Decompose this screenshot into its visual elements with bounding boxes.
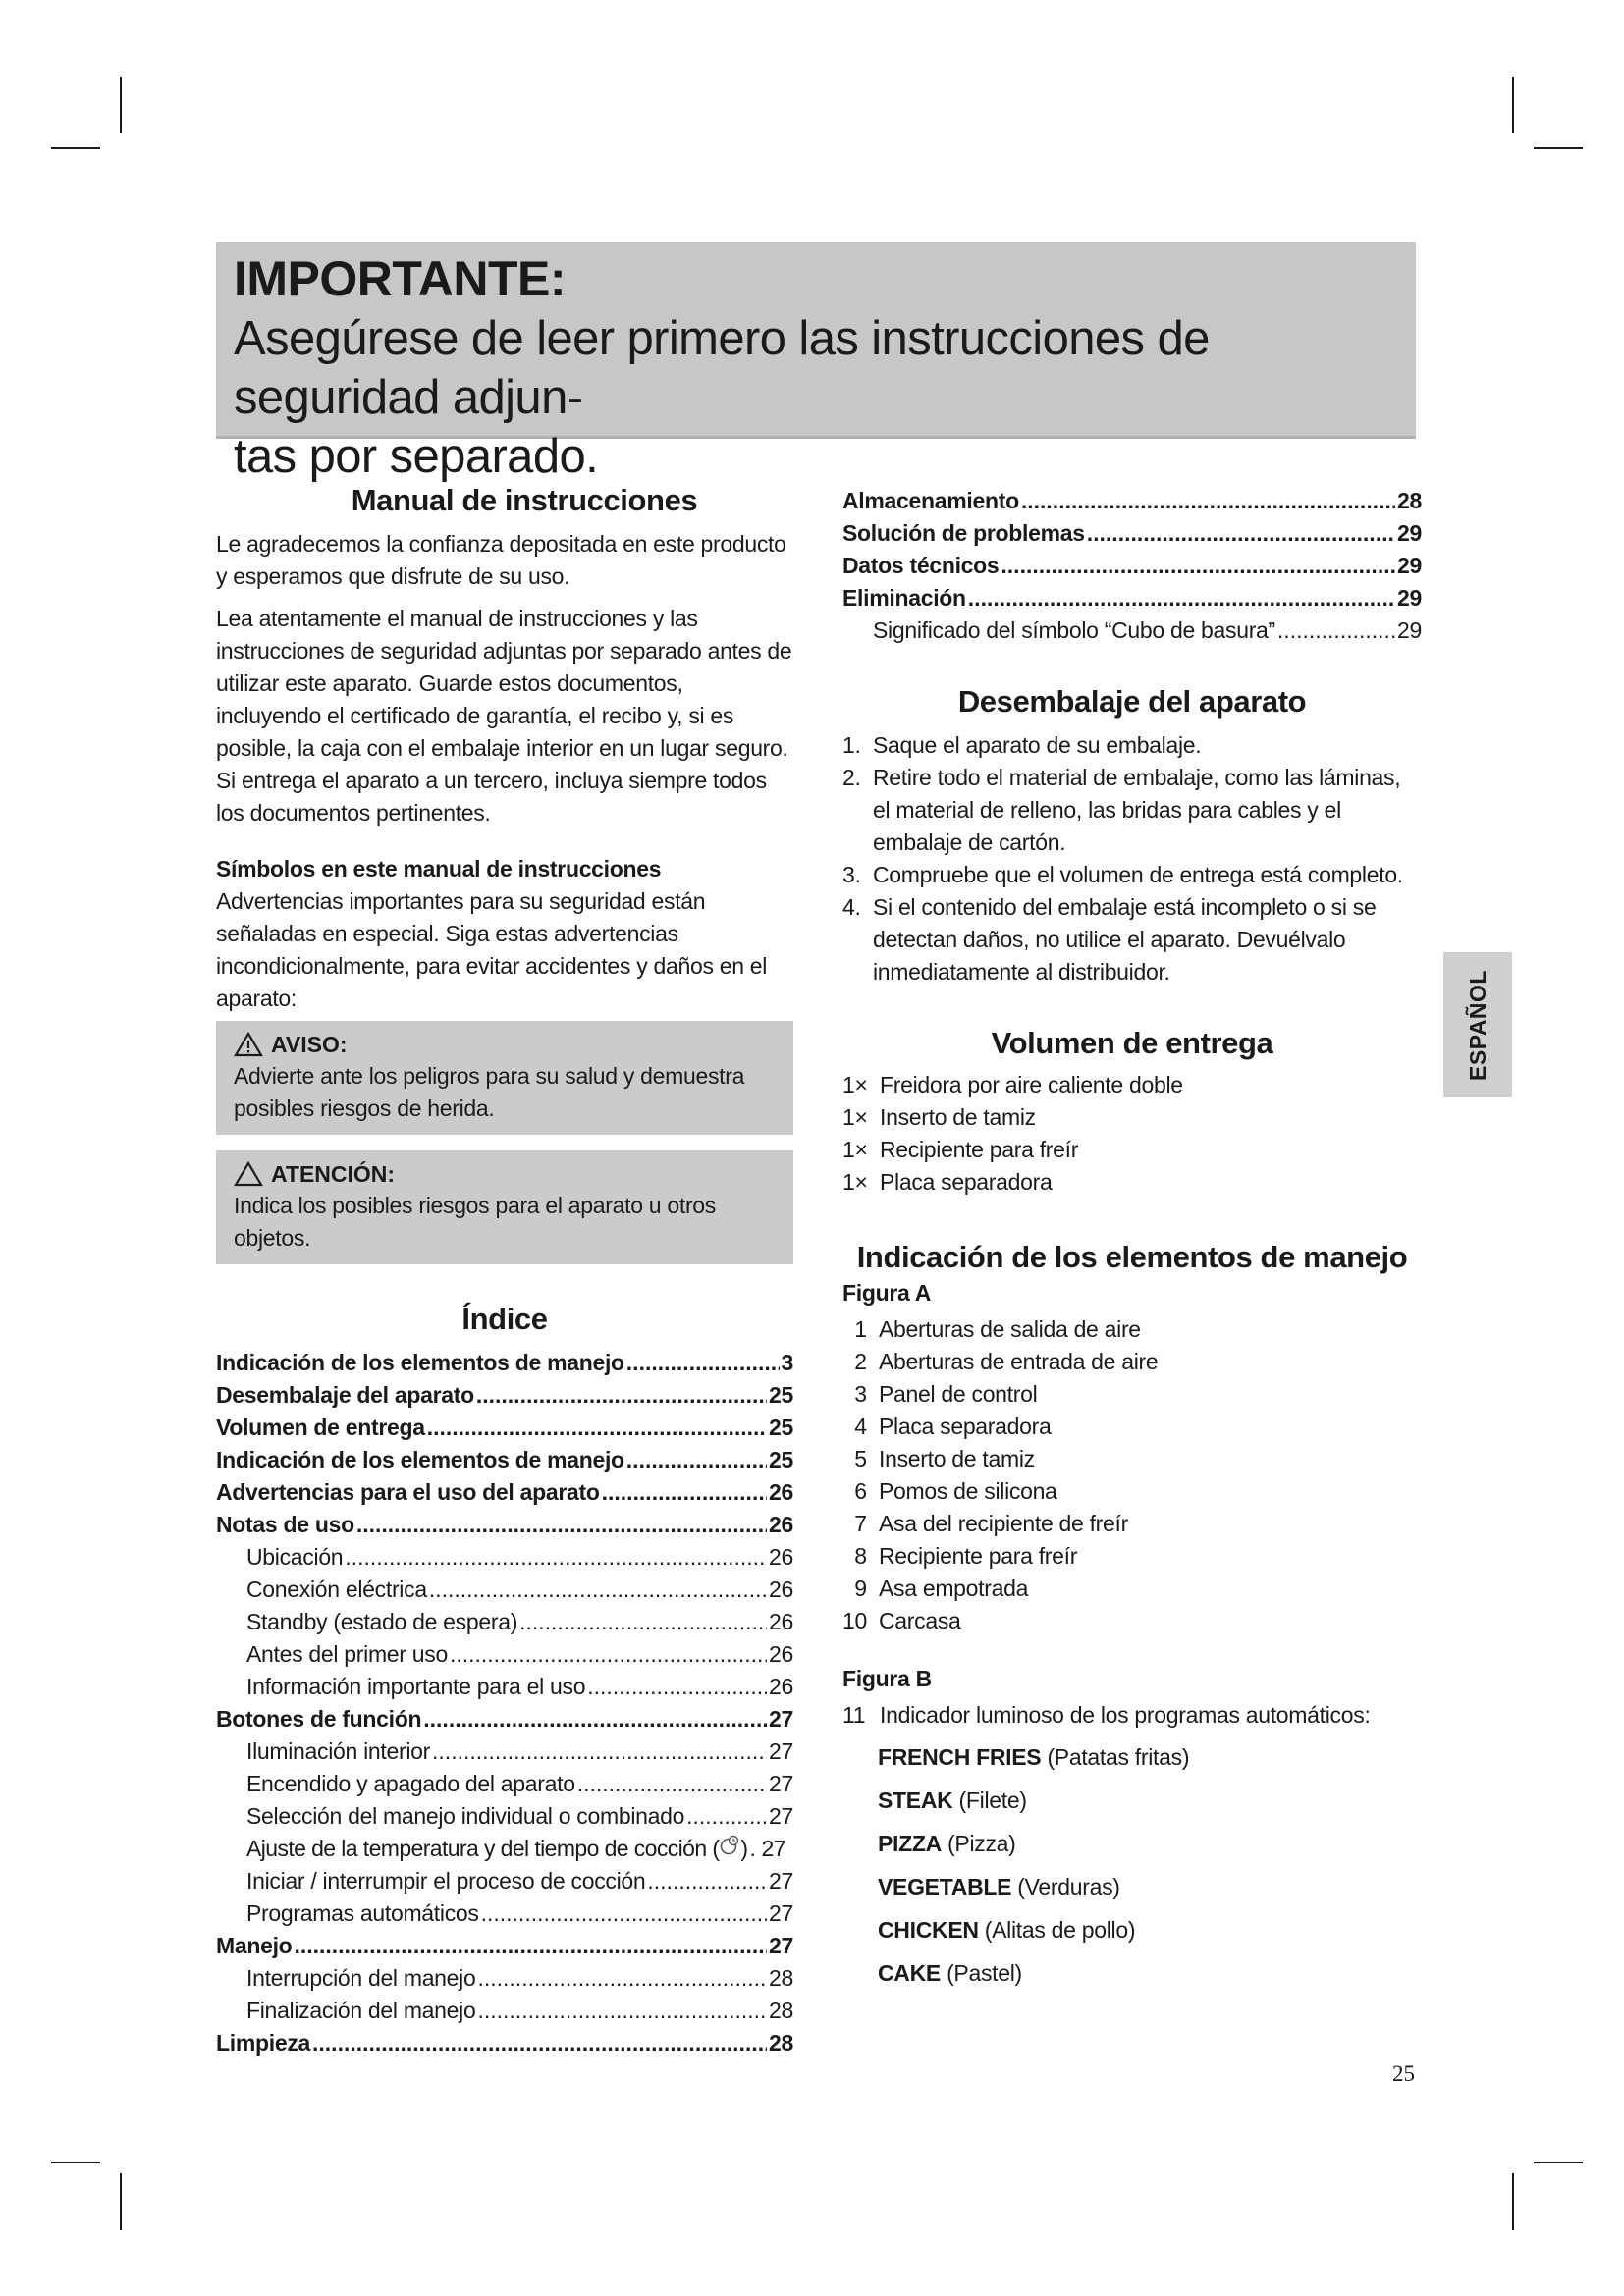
programs-list	[842, 1735, 1422, 1995]
toc-subentry[interactable]: Encendido y apagado del aparato ..... 27	[216, 1768, 793, 1800]
list-item: 10 Carcasa	[842, 1608, 961, 1633]
figure-b-label: Figura B	[842, 1666, 932, 1691]
list-item: 4. Si el contenido del embalaje está incompleto o si se detectan daños, no utilice el aparato. Devuélvalo inmediatamente al distribuidor.	[842, 894, 1377, 985]
toc-subentry[interactable]: Selección del manejo individual o combinado ..... 27	[216, 1800, 793, 1833]
language-tab-label: ESPAÑOL	[1464, 969, 1490, 1081]
toc-subentry[interactable]: Conexión eléctrica ..... 26	[216, 1574, 793, 1606]
toc-subentry[interactable]: Iniciar / interrumpir el proceso de cocción ..... 27	[216, 1865, 793, 1897]
toc-subentry[interactable]: Ubicación ..... 26	[216, 1541, 793, 1574]
list-item: 7 Asa del recipiente de freír	[854, 1511, 1128, 1536]
toc-entry[interactable]: Limpieza ..... 28	[216, 2027, 793, 2059]
list-item: 1× Recipiente para freír	[842, 1137, 1079, 1162]
page-number: 25	[1392, 2061, 1415, 2086]
manual-intro: Le agradecemos la confianza depositada en este producto y esperamos que disfrute de su uso.	[216, 531, 786, 589]
program-item: FRENCH FRIES (Patatas fritas)	[878, 1744, 1190, 1770]
list-item: 4 Placa separadora	[854, 1414, 1052, 1439]
toc-entry[interactable]: Advertencias para el uso del aparato ..... 26	[216, 1476, 793, 1509]
program-item: CAKE (Pastel)	[878, 1960, 1022, 1986]
unpacking-steps	[842, 729, 1422, 988]
important-banner	[216, 242, 1416, 483]
delivery-heading: Volumen de entrega	[991, 1026, 1273, 1060]
symbols-heading: Símbolos en este manual de instrucciones	[216, 856, 662, 881]
left-column	[216, 481, 793, 2059]
program-item: VEGETABLE (Verduras)	[878, 1874, 1120, 1899]
list-item: 9 Asa empotrada	[854, 1575, 1029, 1601]
list-item: 2. Retire todo el material de embalaje, como las láminas, el material de relleno, las bridas para cables y el embalaje de cartón.	[842, 765, 1401, 855]
caution-icon	[234, 1161, 263, 1187]
crop-mark	[120, 2173, 122, 2230]
list-item: 1× Inserto de tamiz	[842, 1104, 1036, 1130]
notice-text: Indica los posibles riesgos para el aparato u otros objetos.	[234, 1193, 716, 1251]
toc-subentry[interactable]: Significado del símbolo “Cubo de basura” ..... 29	[842, 614, 1422, 647]
crop-mark	[51, 147, 100, 149]
list-item: 1× Placa separadora	[842, 1169, 1053, 1195]
banner-title: IMPORTANTE:	[234, 251, 566, 306]
symbols-text: Advertencias importantes para su seguridad están señaladas en especial. Siga estas advertencias incondicionalmente, para evitar accidentes y daños en el aparato:	[216, 888, 768, 1011]
timer-icon	[719, 1835, 740, 1856]
toc-entry[interactable]: Volumen de entrega ..... 25	[216, 1412, 793, 1444]
crop-mark	[1534, 2162, 1583, 2163]
list-item: 8 Recipiente para freír	[854, 1543, 1078, 1569]
banner-line: Asegúrese de leer primero las instrucciones de seguridad adjun-	[234, 312, 1210, 424]
list-item: 1× Freidora por aire caliente doble	[842, 1072, 1183, 1097]
crop-mark	[120, 77, 122, 133]
notice-atencion	[216, 1150, 793, 1264]
crop-mark	[51, 2162, 100, 2163]
toc-entry[interactable]: Indicación de los elementos de manejo ..... 25	[216, 1444, 793, 1476]
toc-subentry[interactable]: Información importante para el uso ..... 26	[216, 1671, 793, 1703]
list-item: 6 Pomos de silicona	[854, 1478, 1057, 1504]
toc-entry[interactable]: Datos técnicos ..... 29	[842, 550, 1422, 582]
manual-heading: Manual de instrucciones	[351, 483, 698, 517]
notice-title: AVISO:	[271, 1032, 348, 1057]
toc-subentry[interactable]: Programas automáticos ..... 27	[216, 1897, 793, 1930]
notice-aviso	[216, 1021, 793, 1135]
manual-body: Lea atentamente el manual de instrucciones y las instrucciones de seguridad adjuntas por separado antes de utilizar este aparato. Guarde estos documentos, incluyendo el certificado de garantía, el recibo y, si es posible, la caja con el embalaje interior en un lugar seguro. Si entrega el aparato a un tercero, incluya siempre todos los documentos pertinentes.	[216, 606, 792, 826]
toc-subentry[interactable]: Finalización del manejo ..... 28	[216, 1995, 793, 2027]
list-item: 11 Indicador luminoso de los programas automáticos:	[842, 1702, 1371, 1728]
program-item: PIZZA (Pizza)	[878, 1831, 1016, 1856]
program-item: STEAK (Filete)	[878, 1788, 1027, 1813]
delivery-list	[842, 1069, 1422, 1199]
toc-subentry[interactable]: Antes del primer uso ..... 26	[216, 1638, 793, 1671]
notice-title: ATENCIÓN:	[271, 1161, 396, 1187]
list-item: 2 Aberturas de entrada de aire	[854, 1349, 1159, 1374]
toc-entry[interactable]: Desembalaje del aparato ..... 25	[216, 1379, 793, 1412]
toc-entry[interactable]: Indicación de los elementos de manejo ..... 3	[216, 1347, 793, 1379]
warning-icon	[234, 1032, 263, 1057]
toc-subentry[interactable]: Interrupción del manejo ..... 28	[216, 1962, 793, 1995]
banner-line: tas por separado.	[234, 430, 599, 483]
toc-list	[216, 1347, 793, 2059]
crop-mark	[1512, 77, 1514, 133]
toc-entry[interactable]: Notas de uso ..... 26	[216, 1509, 793, 1541]
toc-entry[interactable]: Botones de función ..... 27	[216, 1703, 793, 1735]
list-item: 1 Aberturas de salida de aire	[854, 1316, 1141, 1342]
list-item: 5 Inserto de tamiz	[854, 1446, 1035, 1471]
list-item: 3 Panel de control	[854, 1381, 1038, 1407]
notice-text: Advierte ante los peligros para su salud y demuestra posibles riesgos de herida.	[234, 1063, 745, 1121]
index-heading: Índice	[461, 1302, 548, 1336]
toc-subentry[interactable]: Ajuste de la temperatura y del tiempo de cocción ( ) ..... 27	[216, 1833, 793, 1865]
program-item: CHICKEN (Alitas de pollo)	[878, 1917, 1136, 1943]
toc-subentry[interactable]: Iluminación interior ..... 27	[216, 1735, 793, 1768]
language-tab	[1443, 952, 1512, 1097]
toc-entry[interactable]: Almacenamiento ..... 28	[842, 485, 1422, 517]
toc-entry[interactable]: Eliminación ..... 29	[842, 582, 1422, 614]
controls-heading: Indicación de los elementos de manejo	[856, 1240, 1408, 1274]
toc-list-continued	[842, 485, 1422, 647]
unpacking-heading: Desembalaje del aparato	[957, 684, 1307, 719]
figure-a-label: Figura A	[842, 1280, 932, 1306]
right-column	[842, 485, 1422, 1995]
toc-entry[interactable]: Manejo ..... 27	[216, 1930, 793, 1962]
list-item: 3. Compruebe que el volumen de entrega está completo.	[842, 862, 1403, 887]
crop-mark	[1534, 147, 1583, 149]
crop-mark	[1512, 2173, 1514, 2230]
toc-subentry[interactable]: Standby (estado de espera) ..... 26	[216, 1606, 793, 1638]
toc-entry[interactable]: Solución de problemas ..... 29	[842, 517, 1422, 550]
list-item: 1. Saque el aparato de su embalaje.	[842, 732, 1202, 758]
figure-a-list	[842, 1313, 1422, 1637]
